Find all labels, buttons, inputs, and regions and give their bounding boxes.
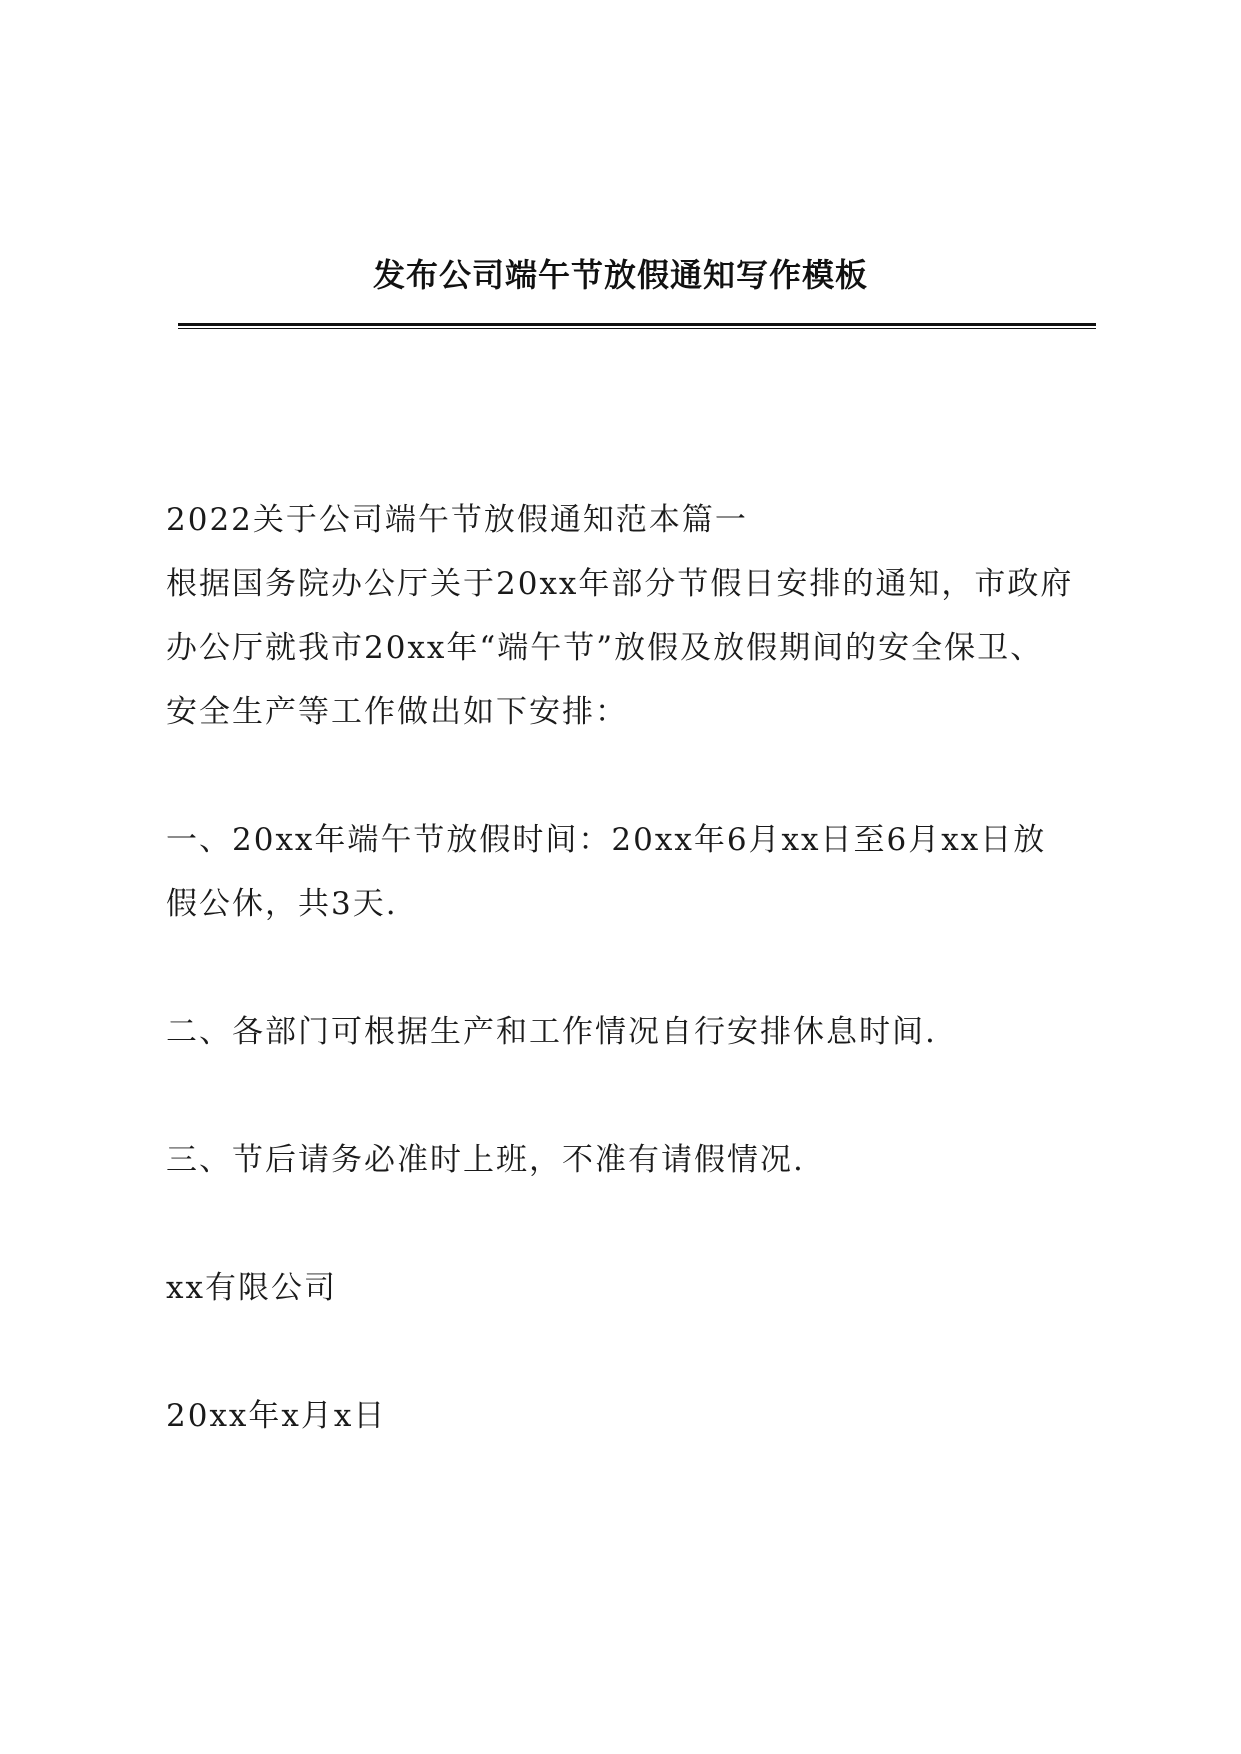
paragraph-gap — [166, 744, 1086, 808]
intro-line-2: 办公厅就我市20xx年“端午节”放假及放假期间的安全保卫、 — [166, 630, 1044, 666]
paragraph-gap — [166, 1320, 1086, 1384]
item-2: 二、各部门可根据生产和工作情况自行安排休息时间. — [166, 1014, 937, 1050]
paragraph-gap — [166, 1064, 1086, 1128]
signature-date: 20xx年x月x日 — [166, 1398, 387, 1434]
intro-line-3: 安全生产等工作做出如下安排： — [166, 694, 628, 730]
intro-line-1: 根据国务院办公厅关于20xx年部分节假日安排的通知，市政府 — [166, 566, 1074, 602]
paragraph-gap — [166, 1192, 1086, 1256]
item-1-line-1: 一、20xx年端午节放假时间：20xx年6月xx日至6月xx日放 — [166, 822, 1047, 858]
item-3: 三、节后请务必准时上班，不准有请假情况. — [166, 1142, 805, 1178]
document-body — [166, 488, 1086, 1448]
section-heading: 2022关于公司端午节放假通知范本篇一 — [166, 502, 748, 538]
paragraph-gap — [166, 936, 1086, 1000]
document-title: 发布公司端午节放假通知写作模板 — [372, 256, 868, 294]
signature-company: xx有限公司 — [166, 1270, 337, 1306]
item-1-line-2: 假公休，共3天. — [166, 886, 398, 922]
title-double-rule — [178, 323, 1096, 329]
